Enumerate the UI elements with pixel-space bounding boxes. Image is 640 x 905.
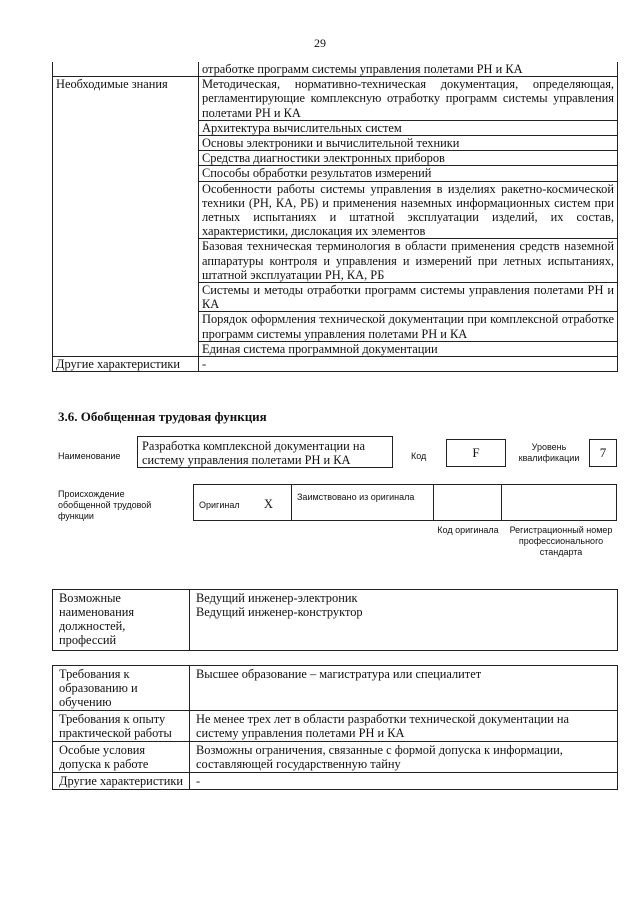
- original-label: Оригинал: [199, 500, 240, 510]
- code-label: Код: [411, 451, 427, 461]
- other-label: Другие характеристики: [53, 357, 199, 372]
- origin-label: Происхождение обобщенной трудовой функции: [58, 489, 152, 521]
- original-mark: X: [264, 497, 273, 511]
- level-value: 7: [589, 439, 617, 467]
- table-row: [53, 666, 618, 711]
- table-row: [53, 590, 618, 651]
- requirement-label: Требования к опыту практической работы: [53, 711, 190, 742]
- knowledge-item: Единая система программной документации: [199, 341, 618, 356]
- function-name-box: Разработка комплексной документации на систему управления полетами РН и КА: [137, 436, 393, 468]
- divider: [501, 485, 502, 520]
- table-row: [53, 62, 618, 77]
- requirement-value: Не менее трех лет в области разработки технической документации на систему управления полетами РН и КА: [190, 711, 618, 742]
- knowledge-item: Архитектура вычислительных систем: [199, 120, 618, 135]
- positions-table: [52, 589, 618, 651]
- requirement-value: Высшее образование – магистратура или специалитет: [190, 666, 618, 711]
- original-code-caption: Код оригинала: [437, 525, 499, 535]
- requirement-value: -: [190, 773, 618, 790]
- borrowed-label: Заимствовано из оригинала: [297, 492, 415, 502]
- table-row: [53, 711, 618, 742]
- knowledge-item: Основы электроники и вычислительной техники: [199, 136, 618, 151]
- positions-label: Возможные наименования должностей, профессий: [53, 590, 190, 651]
- knowledge-item: Способы обработки результатов измерений: [199, 166, 618, 181]
- requirement-label: Другие характеристики: [53, 773, 190, 790]
- requirement-label: Требования к образованию и обучению: [53, 666, 190, 711]
- requirements-table: [52, 665, 618, 790]
- knowledge-table: [52, 62, 618, 372]
- knowledge-item: Средства диагностики электронных приборов: [199, 151, 618, 166]
- knowledge-item: Порядок оформления технической документации при комплексной отработке программ системы управления полетами РН и КА: [199, 312, 618, 341]
- knowledge-item: Базовая техническая терминология в области применения средств наземной аппаратуры контроля и управления и измерений при летных испытаниях, штатной эксплуатации РН, КА, РБ: [199, 239, 618, 283]
- knowledge-item: Системы и методы отработки программ системы управления полетами РН и КА: [199, 283, 618, 312]
- divider: [291, 485, 292, 520]
- continuation-text: отработке программ системы управления полетами РН и КА: [199, 62, 618, 77]
- position-item: Ведущий инженер-конструктор: [196, 605, 363, 619]
- divider: [433, 485, 434, 520]
- table-row: [53, 77, 618, 121]
- other-value: -: [199, 357, 618, 372]
- knowledge-item: Особенности работы системы управления в изделиях ракетно-космической техники (РН, КА, РБ) и применения наземных информационных систем при летных испытаниях и штатной эксплуатации изделий, их состав, характеристики, дислокация их элементов: [199, 181, 618, 239]
- page-number: 29: [314, 36, 326, 50]
- registration-number-caption: Регистрационный номер профессионального стандарта: [509, 525, 613, 557]
- name-label: Наименование: [58, 451, 121, 461]
- table-row: [53, 742, 618, 773]
- code-value: F: [446, 439, 506, 467]
- table-row: [53, 357, 618, 372]
- knowledge-label: Необходимые знания: [53, 77, 199, 357]
- position-item: Ведущий инженер-электроник: [196, 591, 358, 605]
- level-label: Уровень квалификации: [518, 442, 580, 463]
- positions-list: [190, 590, 618, 651]
- knowledge-item: Методическая, нормативно-техническая документация, определяющая, регламентирующие комплексную отработку программ системы управления полетами РН и КА: [199, 77, 618, 121]
- requirement-label: Особые условия допуска к работе: [53, 742, 190, 773]
- section-title: 3.6. Обобщенная трудовая функция: [58, 409, 267, 424]
- table-cell: [53, 62, 199, 77]
- table-row: [53, 773, 618, 790]
- requirement-value: Возможны ограничения, связанные с формой допуска к информации, составляющей государственную тайну: [190, 742, 618, 773]
